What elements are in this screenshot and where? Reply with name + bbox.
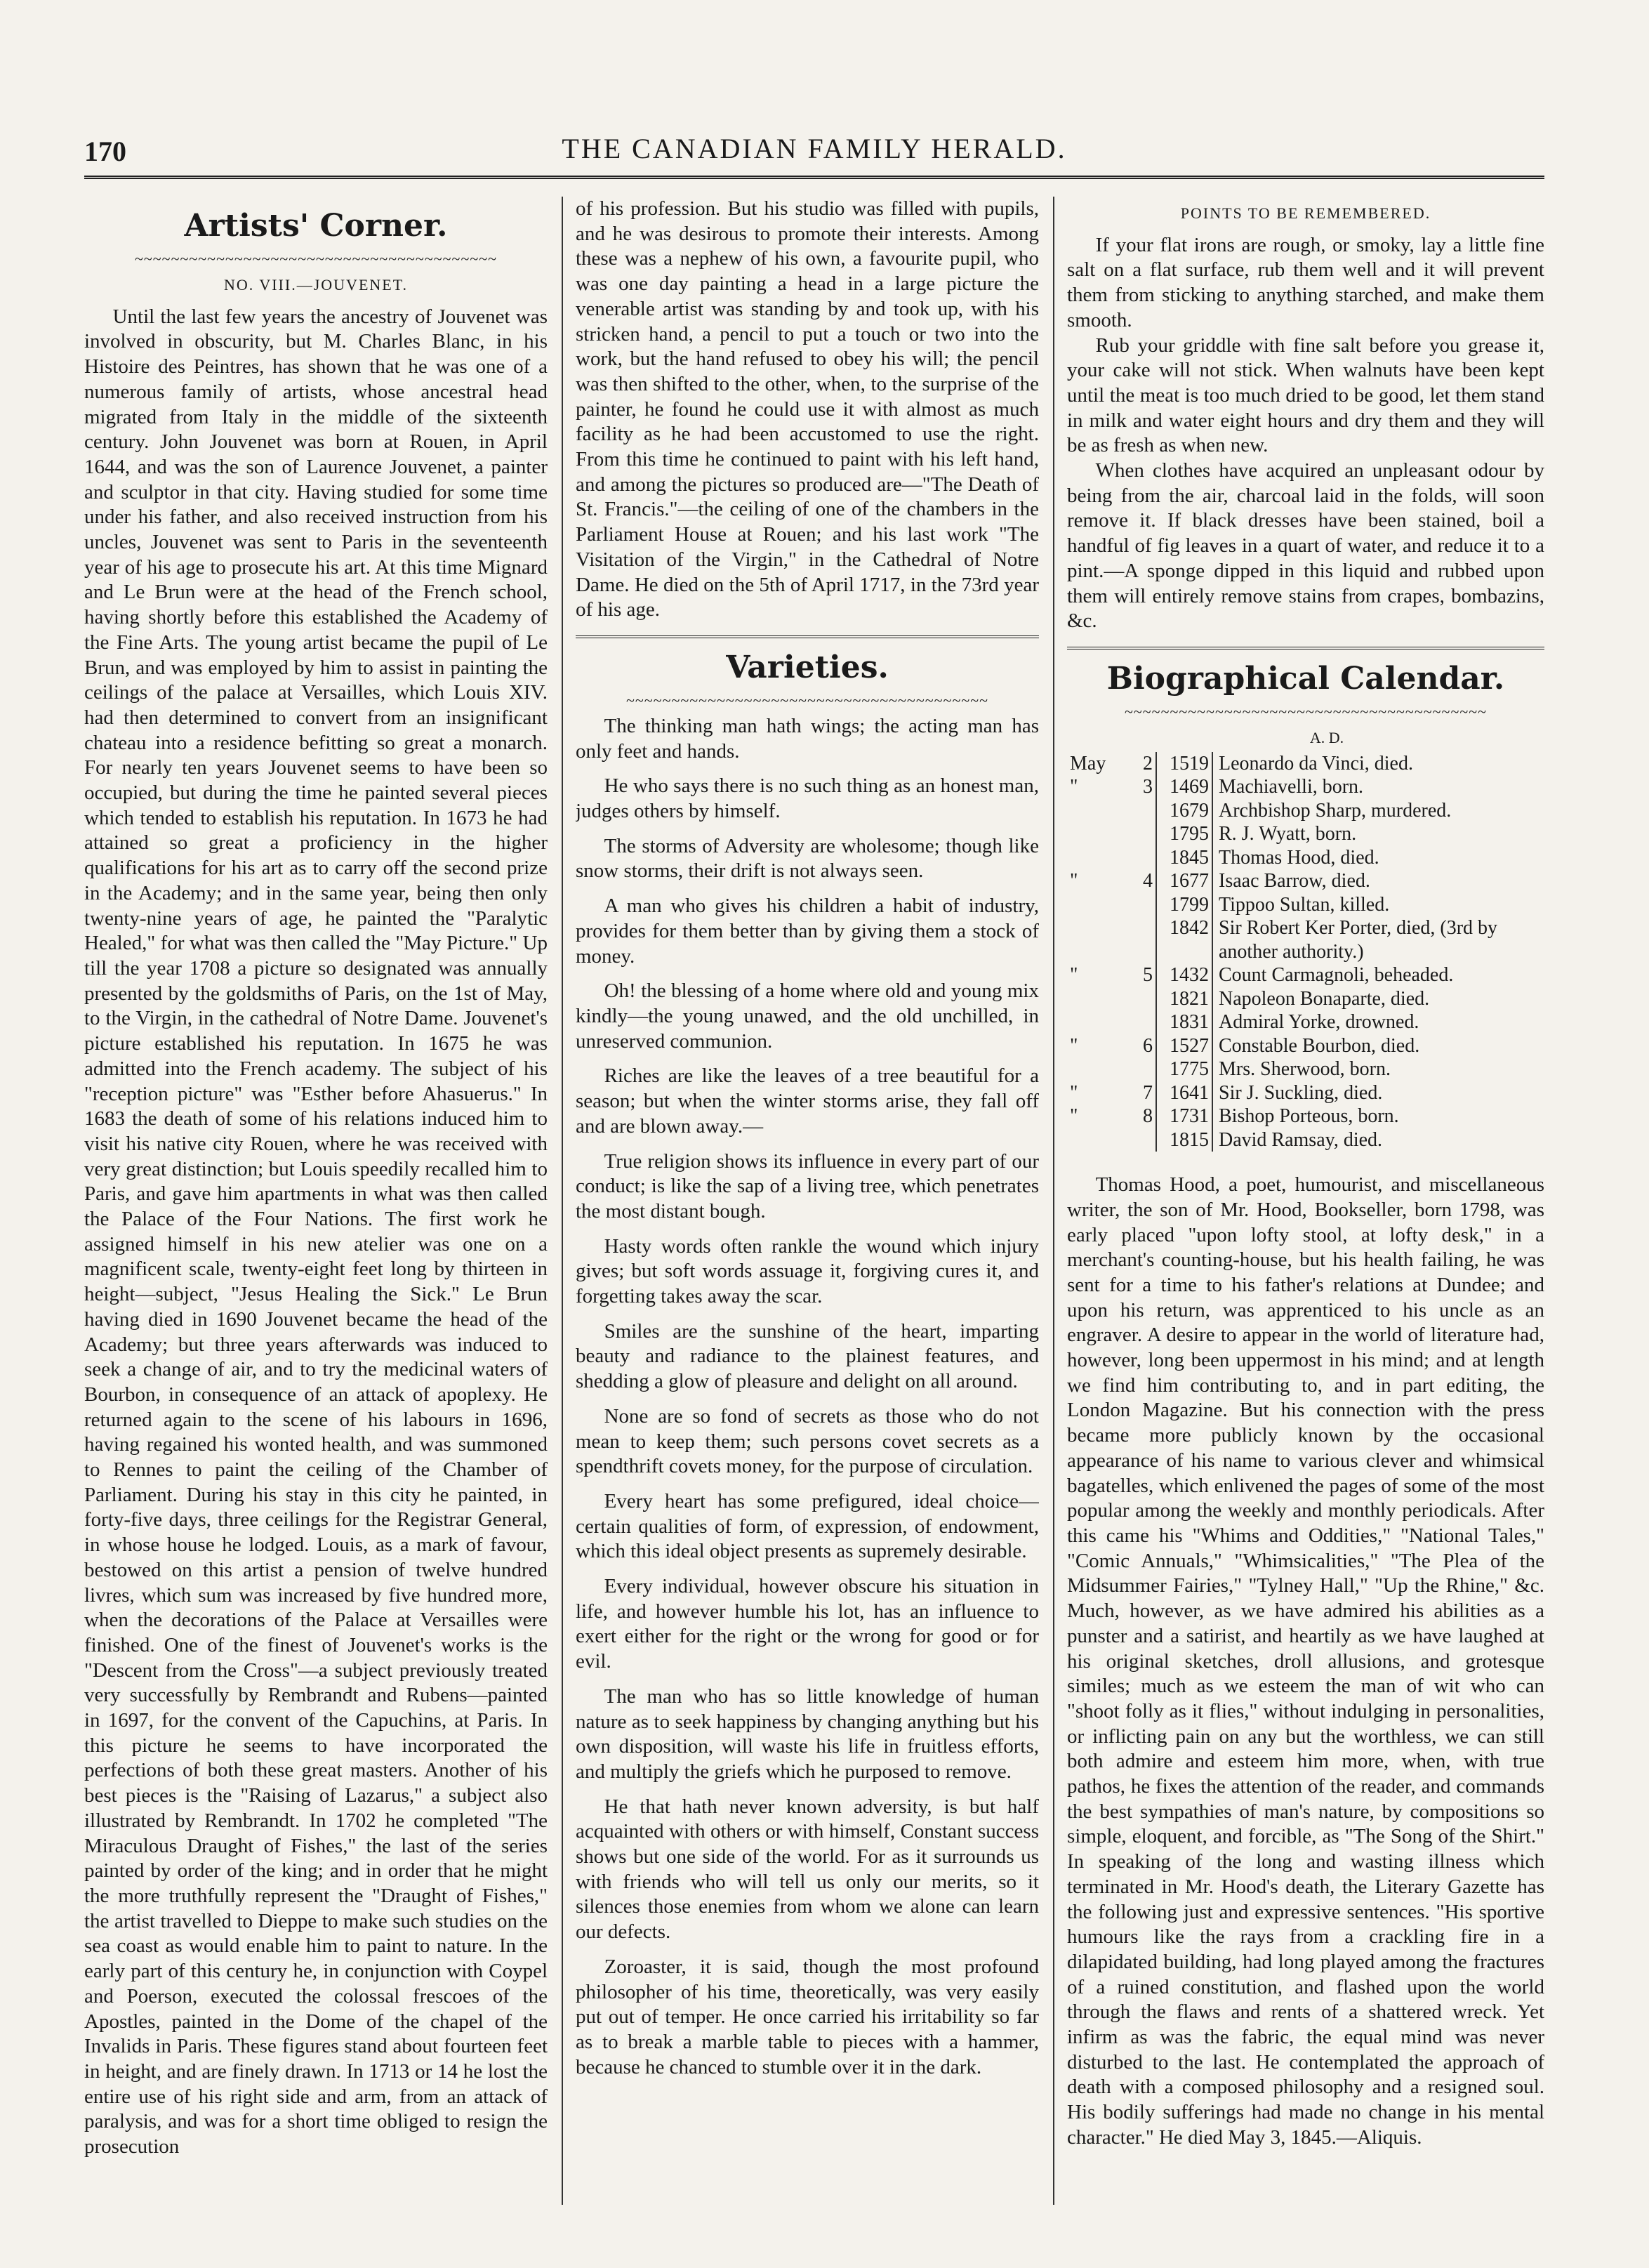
point-paragraph: When clothes have acquired an unpleasant odour by being from the air, charcoal laid in the folds, will soon remove it. If black dresses have been stained, boil a handful of fig leaves in a quart of water, and reduce it to a pint.—A sponge dipped in this liquid and rubbed upon them will entirely remove stains from crapes, bombazins, &c. [1067,459,1544,633]
calendar-year: 1815 [1156,1128,1212,1152]
ornamental-rule: ~~~~~~~~~~~~~~~~~~~~~~~~~~~~~~~~~~~~~~~~ [625,692,989,708]
artists-corner-title: Artists' Corner. [184,208,448,244]
calendar-event: Leonardo da Vinci, died. [1219,752,1413,774]
variety-paragraph: True religion shows its influence in every part of our conduct; is like the sap of a living tree, which penetrates the most distant bough. [576,1149,1039,1222]
section-rule [576,635,1039,638]
variety-paragraph: None are so fond of secrets as those who do not mean to keep them; such persons covet secrets as a spendthrift covets money, for the purpose of circulation. [576,1404,1039,1478]
calendar-year: 1432 [1156,963,1212,987]
calendar-year: 1641 [1156,1081,1212,1105]
calendar-month [1067,916,1122,963]
calendar-day: 3 [1143,776,1153,798]
column-1 [84,197,548,2212]
calendar-row [1067,893,1544,917]
variety-paragraph: Smiles are the sunshine of the heart, imparting beauty and radiance to the plainest features, and shedding a glow of pleasure and delight on all around. [576,1319,1039,1393]
artists-corner-subhead: NO. VIII.—JOUVENET. [223,276,409,294]
calendar-year: 1469 [1156,775,1212,799]
calendar-row [1067,963,1544,987]
varieties-title: Varieties. [726,649,889,685]
calendar-month: " [1070,964,1078,987]
calendar-era: A. D. [1309,728,1344,746]
page-number: 170 [84,135,126,167]
calendar-day: 7 [1143,1081,1153,1104]
calendar-month [1067,1128,1122,1152]
calendar-event: Archbishop Sharp, murdered. [1219,799,1452,822]
column-3 [1067,197,1544,2212]
calendar-event: Mrs. Sherwood, born. [1219,1058,1391,1081]
calendar-month: " [1070,870,1078,892]
calendar-month [1067,846,1122,870]
point-paragraph: Rub your griddle with fine salt before you grease it, your cake will not stick. When walnuts have been kept until the meat is too much dried to be good, let them stand in milk and water eight hours and dry them and they will be as fresh as when new. [1067,334,1544,457]
calendar-day [1122,799,1156,823]
variety-paragraph: He who says there is no such thing as an honest man, judges others by himself. [576,774,1039,823]
calendar-month: " [1070,1034,1078,1057]
calendar-row [1067,822,1544,846]
calendar-month [1067,987,1122,1011]
calendar-year: 1775 [1156,1057,1212,1081]
calendar-day [1122,1128,1156,1152]
calendar-day: 5 [1143,964,1153,987]
calendar-row [1067,1081,1544,1105]
artists-corner-body: Until the last few years the ancestry of Jouvenet was involved in obscurity, but M. Charles Blanc, in his Histoire des Peintres, has shown that he was one of a numerous family of artists, whose ancestral head migrated from Italy in the middle of the sixteenth century. John Jouvenet was born at Rouen, in April 1644, and was the son of Laurence Jouvenet, a painter and sculptor in that city. Having studied for some time under his father, and also received instruction from his uncles, Jouvenet was sent to Paris in the seventeenth year of his age to prosecute his art. At this time Mignard and Le Brun were at the head of the French school, having shortly before this established the Academy of the Fine Arts. The young artist became the pupil of Le Brun, and was employed by him to assist in painting the ceilings of the palace at Versailles, which Louis XIV. had then determined to convert from an insignificant chateau into a residence befitting so great a monarch. For nearly ten years Jouvenet seems to have been so occupied, but during the time he painted several pieces which tended to establish his reputation. In 1673 he had attained so great a proficiency in the higher qualifications for his art as to carry off the second prize in the Academy; and in the same year, being then only twenty-nine years of age, he painted the "Paralytic Healed," for what was then called the "May Picture." Up till the year 1708 a picture so designated was annually presented by the goldsmiths of Paris, on the 1st of May, to the Virgin, in the cathedral of Notre Dame. Jouvenet's picture established his reputation. In 1675 he was admitted into the French academy. The subject of his "reception picture" was "Esther before Ahasuerus." In 1683 the death of some of his relations induced him to visit his native city Rouen, where he was received with very great distinction; but Louis speedily recalled him to Paris, and gave him apartments in what was then called the Palace of the Four Nations. The first work he assigned himself in his new atelier was one on a magnificent scale, twenty-eight feet long by thirteen in height—subject, "Jesus Healing the Sick." Le Brun having died in 1690 Jouvenet became the head of the Academy; but three years afterwards was induced to seek a change of air, and to try the medicinal waters of Bourbon, in consequence of an attack of apoplexy. He returned again to the scene of his labours in 1696, having regained his wonted health, and was summoned to Rennes to paint the ceiling of the Chamber of Parliament. During his stay in this city he painted, in forty-five days, three ceilings for the Registrar General, in whose house he lodged. Louis, as a mark of favour, bestowed on this artist a pension of twelve hundred livres, which sum was increased by five hundred more, when the decorations of the Palace at Versailles were finished. One of the finest of Jouvenet's works is the "Descent from the Cross"—a subject previously treated very successfully by Rembrandt and Rubens—painted in 1697, for the convent of the Capuchins, at Paris. In this picture he seems to have incorporated the perfections of both these great masters. Another of his best pieces is the "Raising of Lazarus," a subject also illustrated by Rembrandt. In 1702 he completed "The Miraculous Draught of Fishes," the last of the series painted by order of the king; and in order that he might the more truthfully represent the "Draught of Fishes," the artist travelled to Dieppe to make such studies on the sea coast as would enable him to paint to nature. In the early part of this century he, in conjunction with Coypel and Poerson, executed the colossal frescoes of the Apostles, painted in the Dome of the chapel of the Invalids in Paris. These figures stand about fourteen feet in height, and are finely drawn. In 1713 or 14 he lost the entire use of his right side and arm, from an attack of paralysis, and was for a short time obliged to resign the prosecution [84,305,548,2158]
newspaper-page [84,126,1544,2219]
variety-paragraph: The man who has so little knowledge of human nature as to seek happiness by changing anything but his own disposition, will waste his life in fruitless efforts, and multiply the griefs which he purposed to remove. [576,1684,1039,1783]
variety-paragraph: A man who gives his children a habit of industry, provides for them better than by giving them a stock of money. [576,895,1039,968]
calendar-event: Thomas Hood, died. [1219,846,1379,869]
calendar-event: Admiral Yorke, drowned. [1219,1011,1419,1034]
calendar-day [1122,1057,1156,1081]
calendar-row [1067,1057,1544,1081]
calendar-month [1067,799,1122,823]
calendar-day [1122,1010,1156,1034]
variety-paragraph: Every individual, however obscure his situation in life, and however humble his lot, has an influence to exert either for the right or the wrong for good or for evil. [576,1575,1039,1673]
calendar-row [1067,799,1544,823]
calendar-row [1067,916,1544,963]
calendar-event: Tippoo Sultan, killed. [1219,893,1390,916]
calendar-event: Sir J. Suckling, died. [1219,1081,1383,1104]
page-header [84,126,1544,179]
calendar-row [1067,1128,1544,1152]
calendar-month [1067,1057,1122,1081]
calendar-month [1067,893,1122,917]
calendar-event: R. J. Wyatt, born. [1219,823,1357,845]
calendar-day [1122,916,1156,963]
column-rule [1053,197,1054,2205]
calendar-row [1067,1105,1544,1128]
calendar-event: Napoleon Bonaparte, died. [1219,987,1430,1010]
column-rule [562,197,563,2205]
calendar-row [1067,1034,1544,1058]
calendar-day [1122,987,1156,1011]
calendar-row [1067,775,1544,799]
calendar-event: Bishop Porteous, born. [1219,1105,1399,1128]
variety-paragraph: Riches are like the leaves of a tree beautiful for a season; but when the winter storms arise, they fall off and are blown away.— [576,1064,1039,1138]
point-paragraph: If your flat irons are rough, or smoky, lay a little fine salt on a flat surface, rub them well and it will prevent them from sticking to anything starched, and make them smooth. [1067,233,1544,331]
varieties-list [576,714,1039,2080]
section-rule [1067,647,1544,650]
points-title: POINTS TO BE REMEMBERED. [1180,204,1431,222]
masthead: THE CANADIAN FAMILY HERALD. [562,133,1067,164]
calendar-month: " [1070,1081,1078,1104]
calendar-event: Machiavelli, born. [1219,776,1364,798]
variety-paragraph: Hasty words often rankle the wound which injury gives; but soft words assuage it, forgiving cures it, and forgetting takes away the scar. [576,1234,1039,1308]
calendar-event: Count Carmagnoli, beheaded. [1219,964,1454,987]
calendar-month [1067,1010,1122,1034]
ornamental-rule: ~~~~~~~~~~~~~~~~~~~~~~~~~~~~~~~~~~~~~~~~ [134,251,498,267]
calendar-year: 1821 [1156,987,1212,1011]
calendar-row [1067,846,1544,870]
calendar-month: " [1070,776,1078,798]
variety-paragraph: Oh! the blessing of a home where old and young mix kindly—the young unawed, and the old unchilled, in unreserved communion. [576,980,1039,1053]
calendar-year: 1527 [1156,1034,1212,1058]
calendar-day [1122,846,1156,870]
variety-paragraph: The storms of Adversity are wholesome; though like snow storms, their drift is not always seen. [576,834,1039,883]
calendar-table [1067,752,1544,1152]
calendar-row [1067,1010,1544,1034]
calendar-row [1067,987,1544,1011]
points-list [1067,233,1544,634]
variety-paragraph: Every heart has some prefigured, ideal choice—certain qualities of form, of expression, of endowment, which this ideal object presents as supremely desirable. [576,1489,1039,1563]
variety-paragraph: The thinking man hath wings; the acting man has only feet and hands. [576,714,1039,763]
calendar-month: May [1070,752,1106,774]
calendar-day [1122,893,1156,917]
calendar-title: Biographical Calendar. [1106,660,1505,697]
variety-paragraph: He that hath never known adversity, is but half acquainted with others or with himself, Constant success shows but one side of the world. For as it surrounds us with friends who will tell us only our merits, so it silences those enemies from whom we alone can learn our defects. [576,1795,1039,1944]
calendar-year: 1845 [1156,846,1212,870]
calendar-month [1067,822,1122,846]
calendar-row [1067,752,1544,776]
hood-biography: Thomas Hood, a poet, humourist, and miscellaneous writer, the son of Mr. Hood, Bookseller, born 1798, was early placed "upon lofty stool, at lofty desk," in a merchant's counting-house, but his health failing, he was sent for a time to his father's relations at Dundee; and upon his return, was apprenticed to his uncle as an engraver. A desire to appear in the world of literature had, however, long been uppermost in his mind; and at length we find him contributing to, and in part editing, the London Magazine. But his connection with the press became more publicly known by the occasional appearance of his name to various clever and whimsical bagatelles, which enlivened the pages of some of the most popular among the weekly and monthly periodicals. After this came his "Whims and Oddities," "National Tales," "Comic Annuals," "Whimsicalities," "The Plea of the Midsummer Fairies," "Tylney Hall," "Up the Rhine," &c. Much, however, as we have admired his abilities as a punster and a satirist, and heartily as we have laughed at his original sketches, droll allusions, and grotesque similes; much as we esteem the man of wit who can "shoot folly as it flies," without indulging in personalities, or inflicting pain on any but the worthless, we can still both admire and esteem him more, when, with true pathos, he fixes the attention of the reader, and commands the best sympathies of man's nature, by compositions so simple, eloquent, and forcible, as "The Song of the Shirt." In speaking of the long and wasting illness which terminated in Mr. Hood's death, the Literary Gazette has the following just and expressive sentences. "His sportive humours like the rays from a crackling fire in a dilapidated building, had long played among the fractures of a ruined constitution, and flashed upon the world through the flaws and rents of a shattered wreck. Yet infirm as was the fabric, the equal mind was never disturbed to the last. He contemplated the approach of death with a composed philosophy and a resigned soul. His bodily sufferings had made no change in his mental character." He died May 3, 1845.—Aliquis. [1067,1173,1544,2149]
calendar-day: 4 [1143,870,1153,892]
calendar-year: 1842 [1156,916,1212,963]
calendar-year: 1677 [1156,869,1212,893]
calendar-year: 1519 [1156,752,1212,776]
calendar-year: 1679 [1156,799,1212,823]
variety-paragraph: Zoroaster, it is said, though the most profound philosopher of his time, theoretically, was very easily put out of temper. He once carried his irritability so far as to break a marble table to pieces with a hammer, because he chanced to stumble over it in the dark. [576,1955,1039,2078]
calendar-event: Constable Bourbon, died. [1219,1034,1420,1057]
calendar-day [1122,822,1156,846]
calendar-year: 1831 [1156,1010,1212,1034]
calendar-month: " [1070,1105,1078,1128]
ornamental-rule: ~~~~~~~~~~~~~~~~~~~~~~~~~~~~~~~~~~~~~~~~ [1124,704,1488,720]
artists-corner-continuation: of his profession. But his studio was filled with pupils, and he was desirous to promote their interests. Among these was a nephew of his own, a favourite pupil, who was one day painting a head in a large picture the venerable artist was standing by and took up, with his stricken hand, a pencil to put a touch or two into the work, but the hand refused to obey his will; the pencil was then shifted to the other, when, to the surprise of the painter, he found he could use it with almost as much facility as he had been accustomed to use the right. From this time he continued to paint with his left hand, and among the pictures so produced are—"The Death of St. Francis."—the ceiling of one of the chambers in the Parliament House at Rouen; and his last work "The Visitation of the Virgin," in the Cathedral of Notre Dame. He died on the 5th of April 1717, in the 73rd year of his age. [576,197,1039,621]
calendar-day: 2 [1143,752,1153,774]
calendar-event: Sir Robert Ker Porter, died, (3rd by another authority.) [1219,917,1498,963]
calendar-day: 8 [1143,1105,1153,1128]
calendar-event: David Ramsay, died. [1219,1128,1383,1151]
calendar-row [1067,869,1544,893]
calendar-year: 1795 [1156,822,1212,846]
calendar-year: 1731 [1156,1105,1212,1128]
column-2 [576,197,1039,2212]
calendar-day: 6 [1143,1034,1153,1057]
calendar-year: 1799 [1156,893,1212,917]
calendar-event: Isaac Barrow, died. [1219,870,1370,892]
